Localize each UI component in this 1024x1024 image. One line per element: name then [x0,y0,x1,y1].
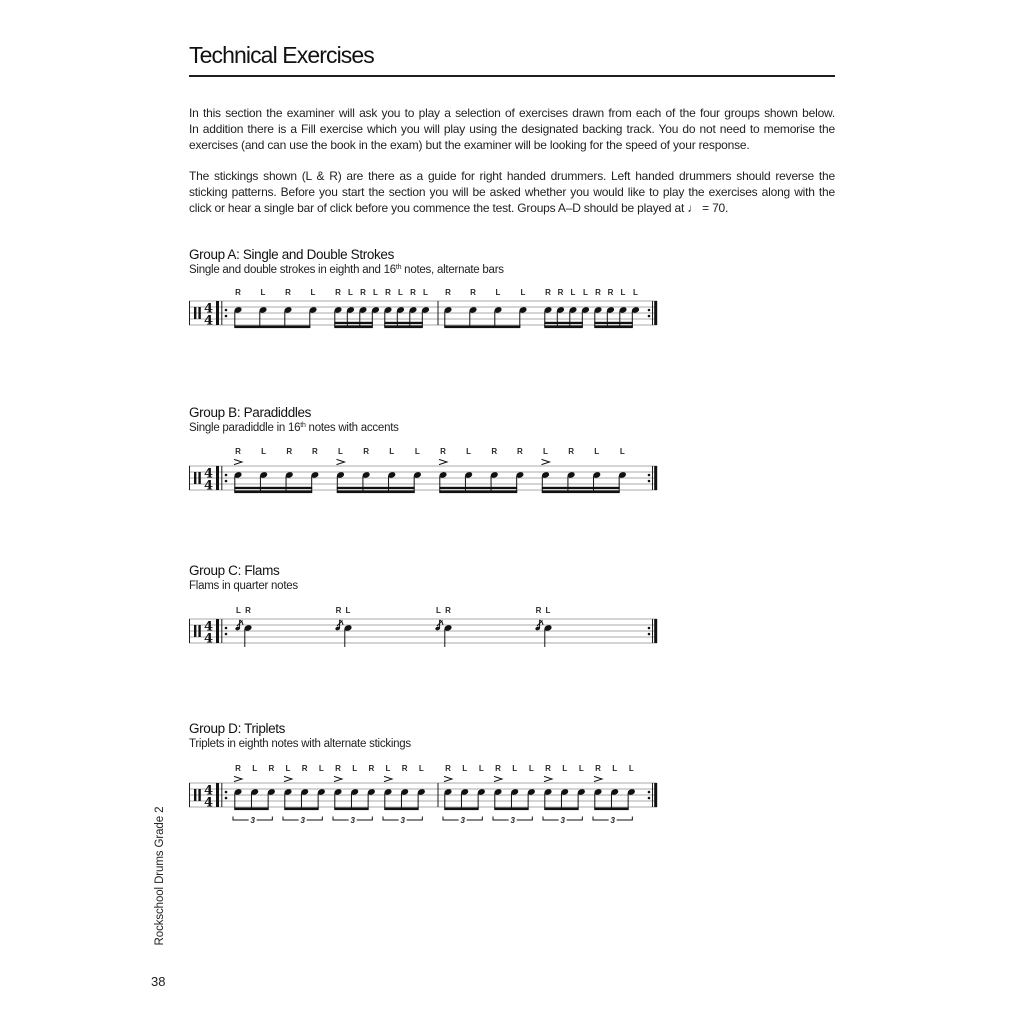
sticking-label: R [568,447,575,456]
sticking-label: R [335,288,341,297]
accent-mark-icon [542,459,550,464]
sticking-label: L [633,288,638,297]
repeat-dot [648,480,651,483]
repeat-dot [225,633,228,636]
time-signature-top: 4 [203,466,214,482]
percussion-clef-icon [194,307,196,319]
sticking-label: R [245,606,251,615]
repeat-dot [648,474,651,477]
beam-secondary [542,487,620,489]
time-signature-top: 4 [203,619,214,635]
grace-sticking-label: L [436,606,441,615]
beam-secondary [334,322,373,324]
sticking-label: L [310,288,316,297]
beam-primary [234,808,268,811]
repeat-dot [225,797,228,800]
paragraph-line: click or hear a single bar of click before you commence the test. Groups A–D should be played at ♩ = 70. [189,201,729,215]
sticking-label: L [352,764,358,773]
group-heading: Group C: Flams [189,563,280,578]
percussion-clef-icon [198,625,200,637]
accent-mark-icon [544,776,552,781]
beam-primary [544,326,583,329]
sticking-label: L [628,764,634,773]
notation-staff-group-c [0,579,1024,659]
sticking-label: R [385,288,391,297]
sticking-label: R [286,447,293,456]
beam-primary [594,326,633,329]
start-repeat-thick-bar [216,783,219,807]
sticking-label: L [398,288,403,297]
sticking-label: L [348,288,353,297]
group-heading: Group D: Triplets [189,721,286,736]
group-subtitle: Triplets in eighth notes with alternate stickings [189,738,411,750]
sticking-label: L [594,447,600,456]
repeat-dot [648,309,651,312]
sticking-label: L [478,764,484,773]
repeat-dot [648,633,651,636]
sticking-label: R [268,764,275,773]
time-signature-bottom: 4 [203,478,214,494]
sticking-label: L [260,288,266,297]
sticking-label: R [557,288,564,297]
sticking-label: R [235,447,241,456]
paragraph-line: In this section the examiner will ask you to play a selection of exercises drawn from each of the four groups shown below. [189,106,835,120]
sticking-label: L [466,447,472,456]
sticking-label: R [440,447,446,456]
sticking-label: L [512,764,518,773]
tuplet-number: 3 [460,815,465,825]
sticking-label: R [335,764,341,773]
accent-mark-icon [439,459,447,464]
sticking-label: R [595,764,601,773]
accent-mark-icon [444,776,452,781]
accent-mark-icon [334,776,342,781]
page-title: Technical Exercises [189,42,374,68]
accent-mark-icon [594,776,602,781]
intro-paragraph-1 [189,105,835,153]
sticking-label: L [385,764,391,773]
sticking-label: R [285,288,291,297]
sticking-label: R [445,288,451,297]
sticking-label: R [360,288,366,297]
sticking-label: L [285,764,291,773]
percussion-clef-icon [194,789,196,801]
percussion-clef-icon [198,307,200,319]
sticking-label: R [301,764,308,773]
tuplet-number: 3 [350,815,355,825]
percussion-clef-icon [194,472,196,484]
paragraph-line: In addition there is a Fill exercise which you will play using the designated backing track. You do not need to memorise the [189,122,835,136]
beam-primary [542,491,620,494]
percussion-clef-icon [194,625,196,637]
end-repeat-thick-bar [654,301,657,325]
percussion-clef-icon [198,789,200,801]
grace-sticking-label: L [236,606,241,615]
group-subtitle: Flams in quarter notes [189,580,298,592]
sticking-label: L [528,764,534,773]
repeat-dot [225,480,228,483]
accent-mark-icon [494,776,502,781]
start-repeat-thick-bar [216,301,219,325]
repeat-dot [225,791,228,794]
beam-secondary [384,322,423,324]
sticking-label: R [401,764,408,773]
notation-staff-group-b [0,426,1024,506]
sticking-label: L [583,288,588,297]
tuplet-number: 3 [560,815,565,825]
sticking-label: L [462,764,468,773]
beam-primary [384,326,423,329]
sticking-label: L [545,606,551,615]
sticking-label: R [311,447,318,456]
sticking-label: R [607,288,614,297]
sticking-label: L [619,447,625,456]
beam-primary [544,808,578,811]
sticking-label: L [338,447,343,456]
sticking-label: L [261,447,267,456]
sticking-label: R [491,447,498,456]
sticking-label: R [445,764,451,773]
end-repeat-thick-bar [654,619,657,643]
sticking-label: L [373,288,378,297]
time-signature-top: 4 [203,301,214,317]
repeat-dot [225,315,228,318]
paragraph-line: exercises (and can use the book in the exam) but the examiner will be looking for the speed of your response. [189,138,750,152]
beam-primary [334,808,368,811]
sticking-label: L [620,288,626,297]
sticking-label: L [414,447,420,456]
sticking-label: R [235,288,241,297]
beam-secondary [439,487,517,489]
accent-mark-icon [234,776,242,781]
beam-primary [594,808,628,811]
sticking-label: L [495,288,501,297]
notation-staff-group-a [0,261,1024,341]
repeat-dot [225,474,228,477]
beam-primary [334,326,373,329]
sticking-label: L [252,764,258,773]
tuplet-number: 3 [610,815,615,825]
accent-mark-icon [234,459,242,464]
end-repeat-thick-bar [654,783,657,807]
sticking-label: R [516,447,523,456]
sticking-label: R [595,288,601,297]
accent-mark-icon [337,459,345,464]
sticking-label: R [445,606,451,615]
sticking-label: L [418,764,424,773]
beam-primary [234,491,312,494]
group-subtitle: Single and double strokes in eighth and 16th notes, alternate bars [189,264,504,276]
beam-primary [444,326,520,329]
book-title-sidebar: Rockschool Drums Grade 2 [154,806,166,946]
beam-secondary [337,487,415,489]
group-subtitle: Single paradiddle in 16th notes with accents [189,422,399,434]
group-heading: Group A: Single and Double Strokes [189,247,394,262]
sticking-label: L [520,288,526,297]
beam-primary [284,808,318,811]
time-signature-bottom: 4 [203,631,214,647]
time-signature-bottom: 4 [203,795,214,811]
time-signature-top: 4 [203,783,214,799]
repeat-dot [648,627,651,630]
sticking-label: L [543,447,548,456]
title-divider [189,75,835,77]
group-heading: Group B: Paradiddles [189,405,312,420]
repeat-dot [648,315,651,318]
beam-primary [337,491,415,494]
sticking-label: L [423,288,428,297]
tuplet-number: 3 [510,815,515,825]
intro-paragraph-2 [189,168,835,216]
accent-mark-icon [284,776,292,781]
repeat-dot [225,627,228,630]
percussion-clef-icon [198,472,200,484]
grace-sticking-label: R [535,606,542,615]
beam-secondary [544,322,583,324]
start-repeat-thick-bar [216,466,219,490]
repeat-dot [648,797,651,800]
sticking-label: L [345,606,351,615]
tuplet-number: 3 [300,815,305,825]
page-number: 38 [151,974,166,989]
paragraph-line: sticking patterns. Before you start the section you will be asked whether you would like to play the exercises along with the [189,185,835,199]
repeat-dot [225,309,228,312]
sticking-label: R [545,764,551,773]
beam-secondary [234,487,312,489]
beam-primary [444,808,478,811]
sticking-label: L [562,764,568,773]
sticking-label: R [495,764,501,773]
sticking-label: L [570,288,576,297]
accent-mark-icon [384,776,392,781]
sticking-label: R [235,764,241,773]
sticking-label: L [578,764,584,773]
beam-primary [234,326,310,329]
sticking-label: R [363,447,370,456]
sticking-label: R [545,288,551,297]
sticking-label: L [612,764,618,773]
sticking-label: L [389,447,395,456]
sticking-label: R [470,288,476,297]
beam-secondary [594,322,633,324]
sticking-label: R [410,288,416,297]
beam-primary [439,491,517,494]
beam-primary [384,808,418,811]
sticking-label: L [318,764,324,773]
beam-primary [494,808,528,811]
end-repeat-thick-bar [654,466,657,490]
grace-sticking-label: R [335,606,342,615]
start-repeat-thick-bar [216,619,219,643]
sticking-label: R [368,764,375,773]
tuplet-number: 3 [250,815,255,825]
paragraph-line: The stickings shown (L & R) are there as a guide for right handed drummers. Left handed drummers should reverse the [189,169,835,183]
tuplet-number: 3 [400,815,405,825]
repeat-dot [648,791,651,794]
time-signature-bottom: 4 [203,313,214,329]
